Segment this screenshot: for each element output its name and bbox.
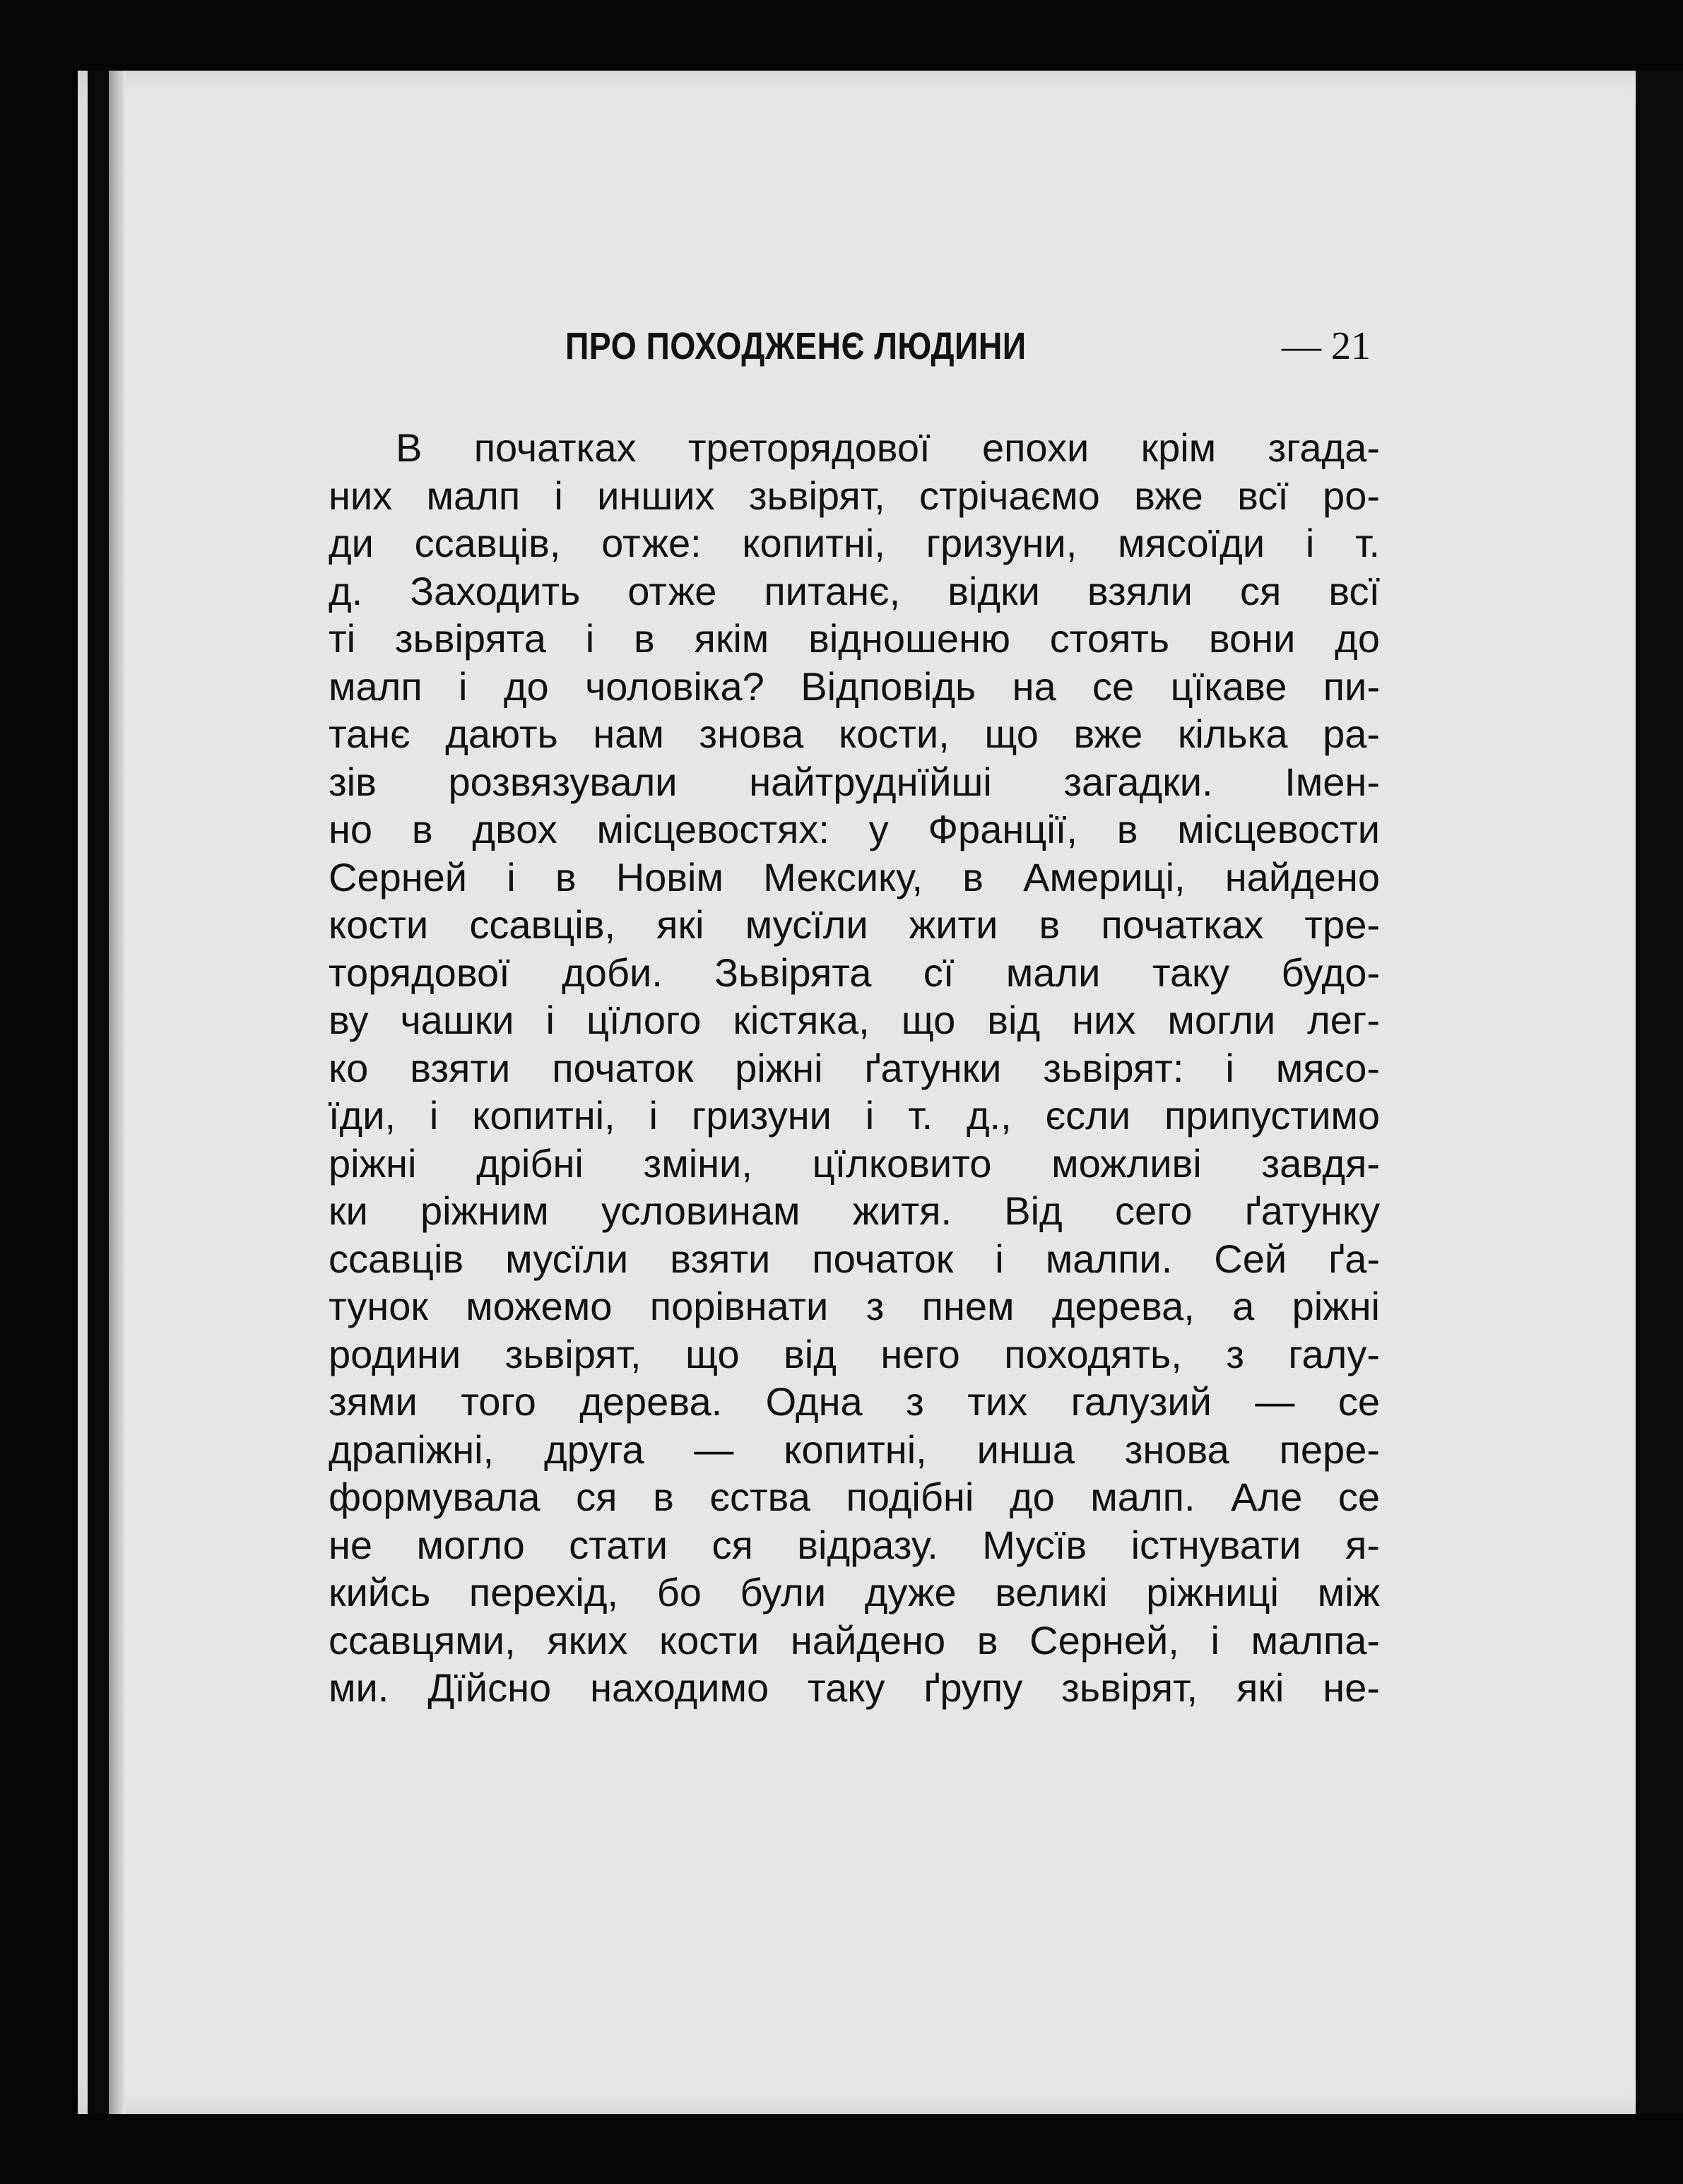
text-line: родини зьвірят, що від него походять, з галу- bbox=[329, 1331, 1380, 1376]
text-line: ріжні дрібні зміни, цїлковито можливі завдя- bbox=[329, 1140, 1380, 1186]
text-line: кости ссавців, які мусїли жити в початках тре- bbox=[329, 902, 1380, 947]
text-line: не могло стати ся відразу. Мусїв істнувати я- bbox=[329, 1522, 1380, 1567]
text-line: ми. Дїйсно находимо таку ґрупу зьвірят, які не- bbox=[329, 1665, 1380, 1710]
text-line: ки ріжним условинам житя. Від сего ґатунку bbox=[329, 1188, 1380, 1233]
text-line: В початках треторядової епохи крім згада- bbox=[396, 425, 1380, 470]
text-line: формувала ся в єства подібні до малп. Але се bbox=[329, 1475, 1380, 1519]
text-line: Серней і в Новім Мексику, в Америці, найдено bbox=[329, 854, 1380, 899]
text-line: ву чашки і цїлого кістяка, що від них могли лег- bbox=[329, 998, 1380, 1042]
text-line: но в двох місцевостях: у Франції, в місцевости bbox=[329, 807, 1380, 851]
body-text bbox=[329, 424, 1380, 1712]
text-line: ссавцями, яких кости найдено в Серней, і малпа- bbox=[329, 1617, 1380, 1663]
text-line: ссавців мусїли взяти початок і малпи. Сей ґа- bbox=[329, 1236, 1380, 1281]
text-line: зями того дерева. Одна з тих галузий — се bbox=[329, 1379, 1380, 1424]
text-line: зів розвязували найтруднїйші загадки. Імен- bbox=[329, 759, 1380, 804]
text-line: драпіжні, друга — копитні, инша знова пере- bbox=[329, 1427, 1380, 1472]
page-binding-edge bbox=[88, 71, 109, 2114]
text-line: д. Заходить отже питанє, відки взяли ся всї bbox=[329, 568, 1380, 613]
page-header bbox=[565, 318, 1371, 374]
text-line: танє дають нам знова кости, що вже кілька ра- bbox=[329, 712, 1380, 756]
text-line: тунок можемо порівнати з пнем дерева, а ріжні bbox=[329, 1284, 1380, 1328]
text-line: них малп і инших зьвірят, стрічаємо вже всї ро- bbox=[329, 473, 1380, 518]
text-line: ди ссавців, отже: копитні, гризуни, мясоїди і т. bbox=[329, 521, 1380, 565]
text-line: кийсь перехід, бо були дуже великі ріжниці між bbox=[329, 1570, 1380, 1615]
text-line: їди, і копитні, і гризуни і т. д., єсли припустимо bbox=[329, 1093, 1380, 1138]
page-right-border bbox=[1636, 71, 1683, 2114]
running-title: ПРО ПОХОДЖЕНЄ ЛЮДИНИ bbox=[565, 325, 1027, 367]
text-line: ко взяти початок ріжні ґатунки зьвірят: і мясо- bbox=[329, 1045, 1380, 1090]
text-line: ті зьвірята і в якім відношеню стоять вони до bbox=[329, 616, 1380, 661]
binding-shadow bbox=[109, 71, 126, 2114]
text-line: малп і до чоловіка? Відповідь на се цїкаве пи- bbox=[329, 663, 1380, 709]
text-line: торядової доби. Зьвірята сї мали таку будо- bbox=[329, 950, 1380, 995]
page-number: — 21 bbox=[1282, 324, 1371, 368]
